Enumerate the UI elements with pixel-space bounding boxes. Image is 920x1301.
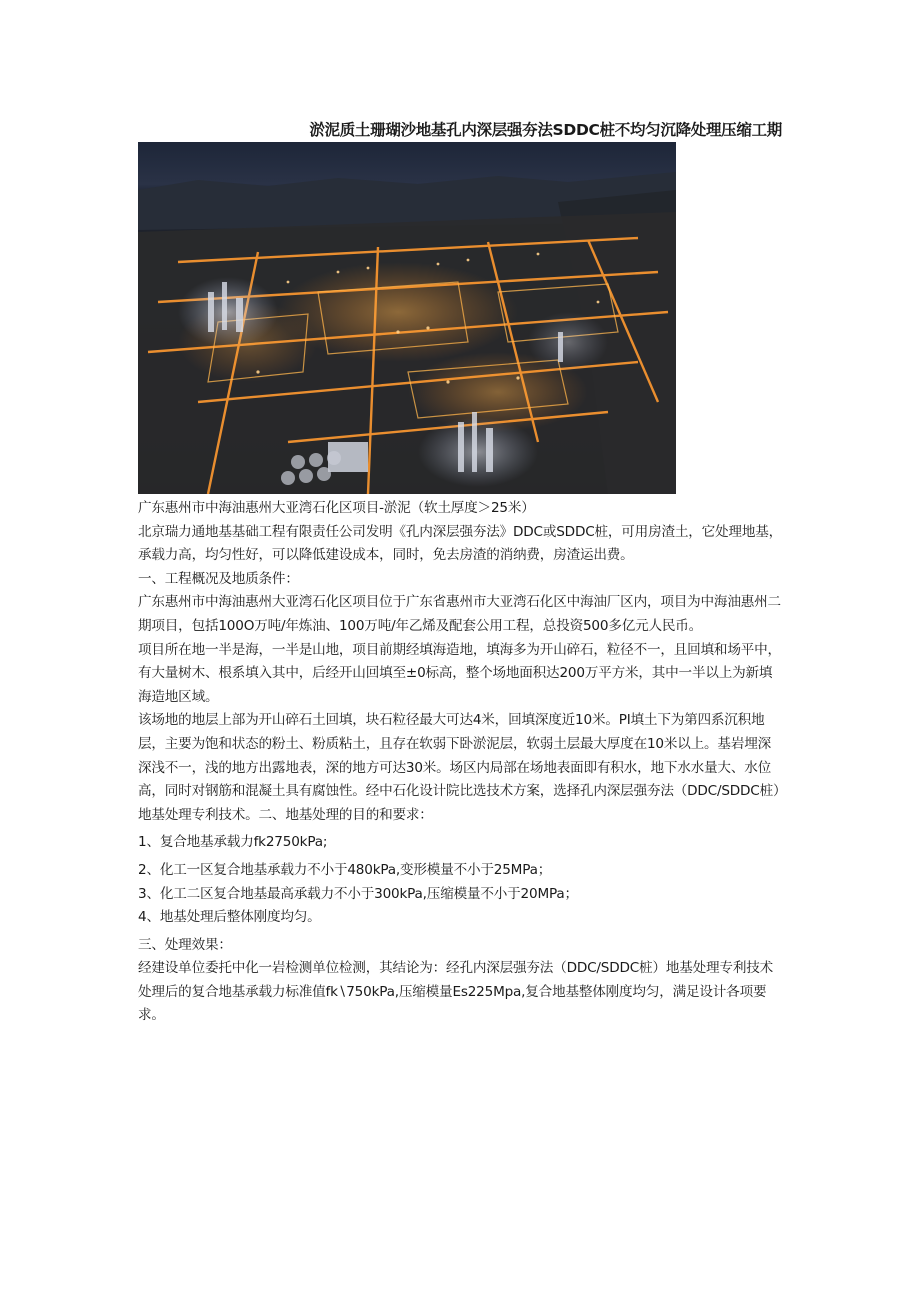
night-industrial-aerial-photo — [138, 142, 676, 494]
paragraph: 该场地的地层上部为开山碎石土回填，块石粒径最大可达4米，回填深度近10米。PI填土下为第四系沉积地层，主要为饱和状态的粉土、粉质粘土，且存在软弱下卧淤泥层，软弱土层最大厚度在10米以上。基岩埋深深浅不一，浅的地方出露地表，深的地方可达30米。场区内局部在场地表面即有积水，地下水水量大、水位高，同时对钢筋和混凝土具有腐蚀性。经中石化设计院比选技术方案，选择孔内深层强夯法（DDC/SDDC桩）地基处理专利技术。二、地基处理的目的和要求： — [138, 712, 780, 823]
section-heading: 一、工程概况及地质条件： — [138, 570, 299, 587]
paragraph: 经建设单位委托中化一岩检测单位检测，其结论为：经孔内深层强夯法（DDC∕SDDC桩）地基处理专利技术处理后的复合地基承载力标准值fk∖750kPa,压缩模量Es225Mpa,复合地基整体刚度均匀，满足设计各项要求。 — [138, 960, 773, 1024]
requirement-item: 3、化工二区复合地基最高承载力不小于300kPa,压缩模量不小于20MPa； — [138, 885, 578, 902]
section-heading: 三、处理效果： — [138, 936, 232, 953]
photo-caption: 广东惠州市中海油惠州大亚湾石化区项目-淤泥（软土厚度＞25米） — [138, 500, 535, 516]
paragraph: 北京瑞力通地基基础工程有限责任公司发明《孔内深层强夯法》DDC或SDDC桩，可用房渣土，它处理地基，承载力高，均匀性好，可以降低建设成本，同时，免去房渣的消纳费，房渣运出费。 — [138, 523, 783, 564]
document-title: 淤泥质土珊瑚沙地基孔内深层强夯法SDDC桩不均匀沉降处理压缩工期 — [309, 121, 782, 139]
requirement-item: 4、地基处理后整体刚度均匀。 — [138, 909, 321, 926]
document-body — [138, 497, 784, 1028]
requirement-item: 1、复合地基承载力fk2750kPa; — [138, 834, 328, 851]
requirement-item: 2、化工一区复合地基承载力不小于480kPa,变形模量不小于25MPa； — [138, 861, 552, 878]
paragraph: 广东惠州市中海油惠州大亚湾石化区项目位于广东省惠州市大亚湾石化区中海油厂区内，项目为中海油惠州二期项目，包括100O万吨/年炼油、100万吨/年乙烯及配套公用工程，总投资500多亿元人民币。 — [138, 594, 781, 634]
paragraph: 项目所在地一半是海，一半是山地，项目前期经填海造地，填海多为开山碎石，粒径不一，且回填和场平中，有大量树木、根系填入其中，后经开山回填至±0标高，整个场地面积达200万平方米，其中一半以上为新填海造地区域。 — [138, 641, 781, 705]
